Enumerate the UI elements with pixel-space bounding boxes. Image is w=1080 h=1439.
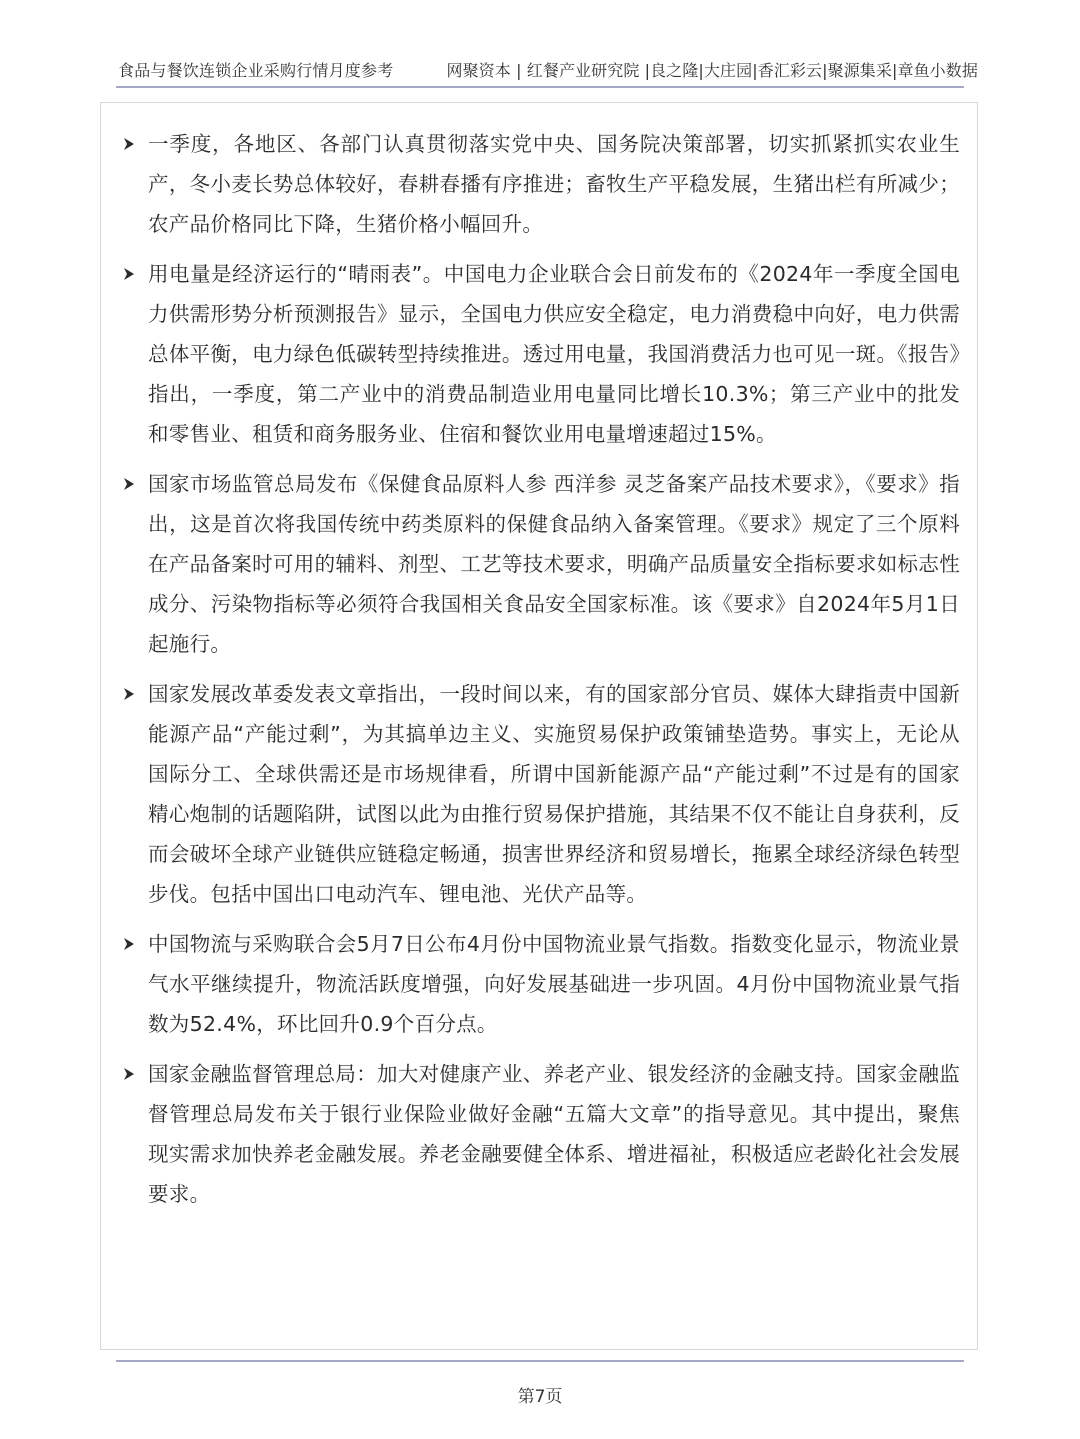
list-item bbox=[122, 674, 960, 914]
news-list bbox=[122, 124, 960, 1224]
footer-divider bbox=[116, 1360, 964, 1362]
header-publishers: 网聚资本 | 红餐产业研究院 |良之隆|大庄园|香汇彩云|聚源集采|章鱼小数据 bbox=[446, 60, 978, 80]
arrow-bullet-icon bbox=[122, 124, 148, 151]
list-item bbox=[122, 124, 960, 244]
arrow-bullet-icon bbox=[122, 254, 148, 281]
list-item-text: 国家市场监管总局发布《保健食品原料人参 西洋参 灵芝备案产品技术要求》，《要求》指出，这是首次将我国传统中药类原料的保健食品纳入备案管理。《要求》规定了三个原料在产品备案时可用的辅料、剂型、工艺等技术要求，明确产品质量安全指标要求如标志性成分、污染物指标等必须符合我国相关食品安全国家标准。该《要求》自2024年5月1日起施行。 bbox=[148, 472, 960, 656]
list-item bbox=[122, 464, 960, 664]
header-report-title: 食品与餐饮连锁企业采购行情月度参考 bbox=[118, 60, 394, 80]
page-number: 第7页 bbox=[517, 1387, 563, 1407]
list-item-text: 中国物流与采购联合会5月7日公布4月份中国物流业景气指数。指数变化显示，物流业景气水平继续提升，物流活跃度增强，向好发展基础进一步巩固。4月份中国物流业景气指数为52.4%，环比回升0.9个百分点。 bbox=[148, 932, 960, 1036]
list-item bbox=[122, 254, 960, 454]
arrow-bullet-icon bbox=[122, 924, 148, 951]
page-header bbox=[118, 56, 978, 82]
arrow-bullet-icon bbox=[122, 674, 148, 701]
arrow-bullet-icon bbox=[122, 464, 148, 491]
list-item-text: 一季度，各地区、各部门认真贯彻落实党中央、国务院决策部署，切实抓紧抓实农业生产，冬小麦长势总体较好，春耕春播有序推进；畜牧生产平稳发展，生猪出栏有所减少；农产品价格同比下降，生猪价格小幅回升。 bbox=[148, 132, 960, 236]
list-item bbox=[122, 924, 960, 1044]
header-divider bbox=[116, 86, 964, 88]
list-item-text: 用电量是经济运行的“晴雨表”。中国电力企业联合会日前发布的《2024年一季度全国电力供需形势分析预测报告》显示，全国电力供应安全稳定，电力消费稳中向好，电力供需总体平衡，电力绿色低碳转型持续推进。透过用电量，我国消费活力也可见一斑。《报告》指出，一季度，第二产业中的消费品制造业用电量同比增长10.3%；第三产业中的批发和零售业、租赁和商务服务业、住宿和餐饮业用电量增速超过15%。 bbox=[148, 262, 960, 446]
list-item-text: 国家发展改革委发表文章指出，一段时间以来，有的国家部分官员、媒体大肆指责中国新能源产品“产能过剩”，为其搞单边主义、实施贸易保护政策铺垫造势。事实上，无论从国际分工、全球供需还是市场规律看，所谓中国新能源产品“产能过剩”不过是有的国家精心炮制的话题陷阱，试图以此为由推行贸易保护措施，其结果不仅不能让自身获利，反而会破坏全球产业链供应链稳定畅通，损害世界经济和贸易增长，拖累全球经济绿色转型步伐。包括中国出口电动汽车、锂电池、光伏产品等。 bbox=[148, 682, 960, 906]
arrow-bullet-icon bbox=[122, 1054, 148, 1081]
list-item-text: 国家金融监督管理总局：加大对健康产业、养老产业、银发经济的金融支持。国家金融监督管理总局发布关于银行业保险业做好金融“五篇大文章”的指导意见。其中提出，聚焦现实需求加快养老金融发展。养老金融要健全体系、增进福祉，积极适应老龄化社会发展要求。 bbox=[148, 1062, 960, 1206]
list-item bbox=[122, 1054, 960, 1214]
